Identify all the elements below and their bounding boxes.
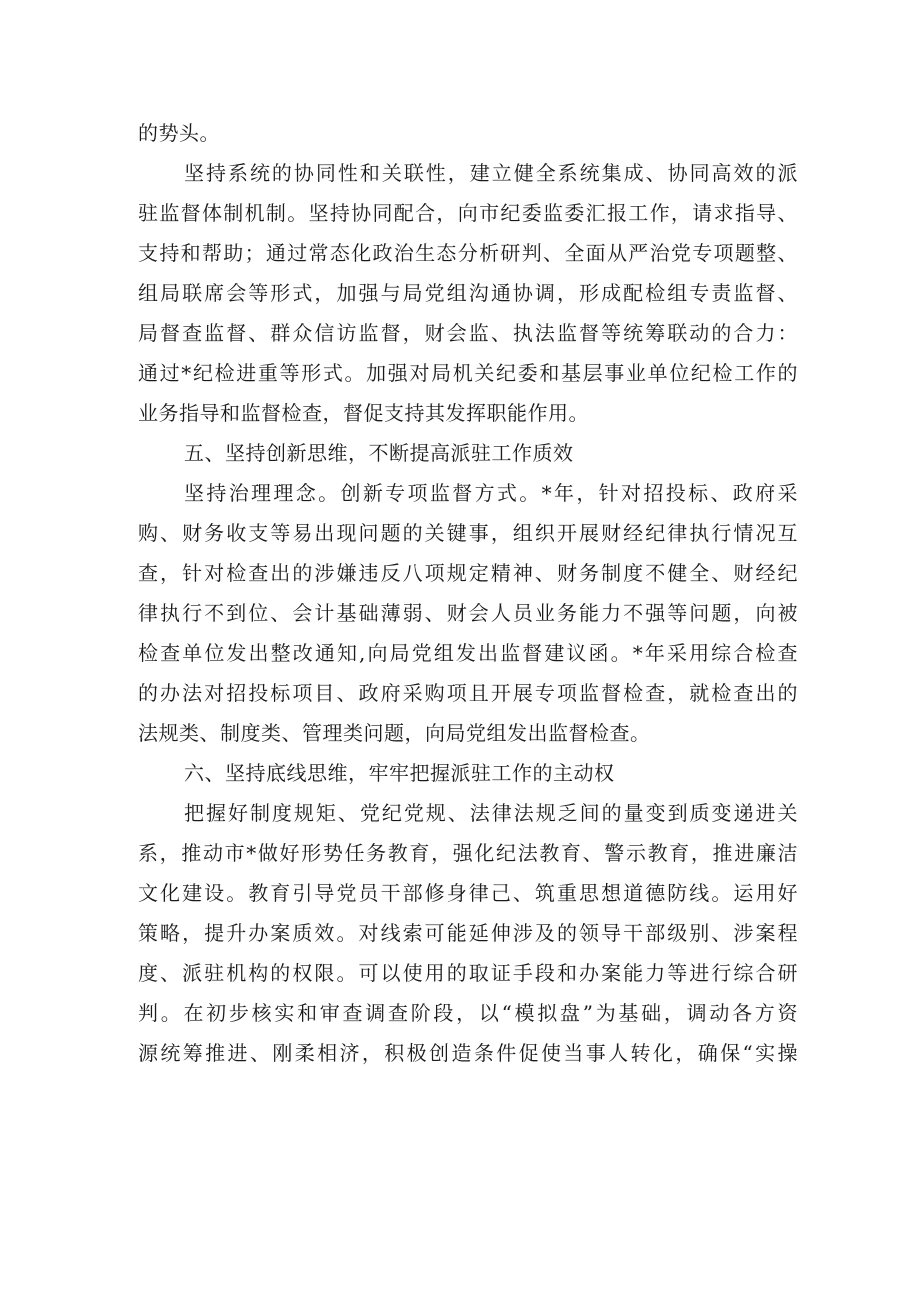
document-body xyxy=(138,113,798,1073)
text-line: 的办法对招投标项目、政府采购项且开展专项监督检查，就检查出的 xyxy=(138,681,798,705)
text-line: 组局联席会等形式，加强与局党组沟通协调，形成配检组专责监督、 xyxy=(138,281,798,305)
text-line: 源统筹推进、刚柔相济，积极创造条件促使当事人转化，确保“实操 xyxy=(138,1041,798,1065)
text-line: 购、财务收支等易出现问题的关键事，组织开展财经纪律执行情况互 xyxy=(138,521,798,545)
text-line: 的势头。 xyxy=(138,121,220,145)
text-line: 支持和帮助；通过常态化政治生态分析研判、全面从严治党专项题整、 xyxy=(138,241,798,265)
text-line: 律执行不到位、会计基础薄弱、财会人员业务能力不强等问题，向被 xyxy=(138,601,798,625)
text-line: 查，针对检查出的涉嫌违反八项规定精神、财务制度不健全、财经纪 xyxy=(138,561,798,585)
text-line: 策略，提升办案质效。对线索可能延伸涉及的领导干部级别、涉案程 xyxy=(138,921,798,945)
text-line: 文化建设。教育引导党员干部修身律己、筑重思想道德防线。运用好 xyxy=(138,881,798,905)
text-line: 坚持治理理念。创新专项监督方式。*年，针对招投标、政府采 xyxy=(184,481,798,505)
text-line: 驻监督体制机制。坚持协同配合，向市纪委监委汇报工作，请求指导、 xyxy=(138,201,798,225)
text-line: 度、派驻机构的权限。可以使用的取证手段和办案能力等进行综合研 xyxy=(138,961,798,985)
section-heading: 六、坚持底线思维，牢牢把握派驻工作的主动权 xyxy=(184,761,615,785)
paragraph xyxy=(138,473,798,753)
text-line: 系，推动市*做好形势任务教育，强化纪法教育、警示教育，推进廉洁 xyxy=(138,841,798,865)
paragraph xyxy=(138,153,798,433)
paragraph xyxy=(138,113,798,153)
text-line: 坚持系统的协同性和关联性，建立健全系统集成、协同高效的派 xyxy=(184,161,798,185)
text-line: 把握好制度规矩、党纪党规、法律法规乏间的量变到质变递进关 xyxy=(184,801,798,825)
paragraph xyxy=(138,793,798,1073)
text-line: 判。在初步核实和审查调查阶段，以“模拟盘”为基础，调动各方资 xyxy=(138,1001,798,1025)
text-line: 检查单位发出整改通知,向局党组发出监督建议函。*年采用综合检查 xyxy=(138,641,798,665)
text-line: 法规类、制度类、管理类问题，向局党组发出监督检查。 xyxy=(138,721,651,745)
text-line: 业务指导和监督检查，督促支持其发挥职能作用。 xyxy=(138,401,589,425)
text-line: 局督查监督、群众信访监督，财会监、执法监督等统筹联动的合力： xyxy=(138,321,798,345)
text-line: 通过*纪检进重等形式。加强对局机关纪委和基层事业单位纪检工作的 xyxy=(138,361,798,385)
section-heading: 五、坚持创新思维，不断提高派驻工作质效 xyxy=(184,441,574,465)
